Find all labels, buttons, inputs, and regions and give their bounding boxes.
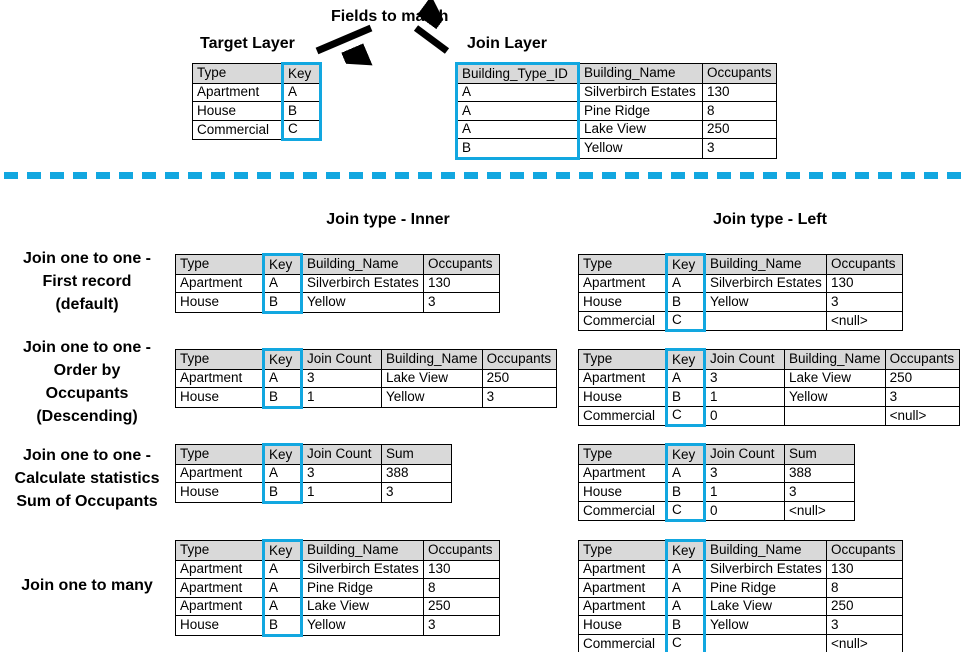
table-cell: Apartment [579, 274, 667, 293]
table-cell: 1 [302, 483, 382, 503]
table-cell: Yellow [302, 616, 424, 636]
table-cell: Apartment [193, 83, 283, 102]
table-cell: B [667, 483, 705, 502]
table-row [579, 388, 960, 407]
table-cell: A [667, 464, 705, 483]
table-cell: Yellow [705, 293, 827, 312]
header-row [193, 64, 321, 84]
table-cell: House [176, 293, 264, 313]
join-type-left-header: Join type - Left [713, 211, 827, 228]
table-cell: Yellow [579, 139, 703, 159]
table-cell: House [579, 388, 667, 407]
table-cell: 250 [703, 120, 777, 139]
column-header-cell: Building_Name [579, 64, 703, 84]
table [175, 348, 557, 409]
table-cell: 3 [827, 616, 903, 635]
arrow-down-left-icon [317, 28, 371, 51]
table-row [579, 501, 855, 521]
table-row [579, 464, 855, 483]
table-cell: 3 [827, 293, 903, 312]
table-cell: 8 [424, 579, 500, 598]
table-cell: 3 [424, 616, 500, 636]
table-cell: Commercial [579, 634, 667, 652]
table-cell: C [667, 501, 705, 521]
table-cell: Pine Ridge [705, 579, 827, 598]
column-header-cell: Type [176, 445, 264, 465]
column-header-cell: Building_Name [705, 255, 827, 275]
table-cell: Lake View [705, 597, 827, 616]
inner-join-table-one-to-many [175, 539, 500, 637]
label-line: Sum of Occupants [16, 493, 158, 510]
table-row [579, 369, 960, 388]
table-cell: B [667, 616, 705, 635]
header-row [176, 350, 557, 370]
table-cell: A [667, 274, 705, 293]
join-layer-label: Join Layer [467, 35, 548, 52]
label-line: Join one to one - [23, 339, 151, 356]
table-cell: 3 [302, 464, 382, 483]
table-cell: Apartment [579, 369, 667, 388]
table-cell: <null> [885, 406, 959, 426]
table-cell: 3 [885, 388, 959, 407]
table-cell: 0 [705, 406, 785, 426]
column-header-cell: Occupants [827, 255, 903, 275]
table-row [457, 139, 777, 159]
table [578, 253, 903, 332]
table-cell: 250 [482, 369, 556, 388]
section-divider [4, 172, 962, 179]
column-header-cell: Join Count [705, 350, 785, 370]
table-cell: B [283, 102, 321, 121]
table-cell: B [457, 139, 579, 159]
table-cell: Apartment [579, 464, 667, 483]
table [175, 539, 500, 637]
table [175, 443, 452, 504]
table-cell: Pine Ridge [579, 102, 703, 121]
table-cell: House [176, 616, 264, 636]
column-header-cell: Occupants [482, 350, 556, 370]
table-cell: 130 [424, 560, 500, 579]
table-row [176, 616, 500, 636]
table-cell: A [667, 579, 705, 598]
table-row [176, 579, 500, 598]
table-cell: B [667, 388, 705, 407]
table [175, 253, 500, 314]
column-header-cell: Key [264, 445, 302, 465]
column-header-cell: Key [667, 541, 705, 561]
header-row [176, 255, 500, 275]
table-cell: House [579, 293, 667, 312]
inner-join-table-order-by [175, 348, 557, 409]
table-cell: Commercial [579, 406, 667, 426]
column-header-cell: Occupants [885, 350, 959, 370]
table-cell: Commercial [579, 501, 667, 521]
table [192, 62, 322, 141]
label-line: Occupants [45, 385, 129, 402]
table-cell: 1 [705, 388, 785, 407]
column-header-cell: Occupants [424, 541, 500, 561]
table-cell: Commercial [193, 120, 283, 140]
column-header-cell: Building_Name [302, 255, 424, 275]
table-row [193, 120, 321, 140]
table-row [193, 102, 321, 121]
table-cell: Commercial [579, 311, 667, 331]
column-header-cell: Building_Name [705, 541, 827, 561]
table-row [579, 634, 903, 652]
column-header-cell: Join Count [302, 445, 382, 465]
table-cell: A [667, 597, 705, 616]
table-cell: Lake View [579, 120, 703, 139]
table-cell: C [667, 634, 705, 652]
table-cell: A [264, 560, 302, 579]
table-row [579, 560, 903, 579]
table-cell: A [283, 83, 321, 102]
table-cell: <null> [785, 501, 855, 521]
table-cell: House [579, 616, 667, 635]
inner-join-table-statistics [175, 443, 452, 504]
table-cell: 0 [705, 501, 785, 521]
table-cell [705, 311, 827, 331]
table [578, 443, 855, 522]
table-cell: 130 [424, 274, 500, 293]
inner-join-table-first-record [175, 253, 500, 314]
column-header-cell: Join Count [302, 350, 382, 370]
table-cell: Apartment [579, 579, 667, 598]
table-cell: A [457, 102, 579, 121]
column-header-cell: Building_Name [382, 350, 483, 370]
left-join-table-first-record [578, 253, 903, 332]
table-cell: Apartment [579, 597, 667, 616]
label-line: Join one to many [21, 577, 153, 594]
column-header-cell: Occupants [703, 64, 777, 84]
table-row [579, 579, 903, 598]
label-line: Join one to one - [23, 447, 151, 464]
table-row [176, 483, 452, 503]
table-cell: 3 [382, 483, 452, 503]
table-cell: C [667, 406, 705, 426]
table-row [457, 120, 777, 139]
header-row [579, 541, 903, 561]
table-cell: 3 [705, 369, 785, 388]
table-row [176, 293, 500, 313]
column-header-cell: Key [264, 255, 302, 275]
table-cell: B [667, 293, 705, 312]
column-header-cell: Type [579, 255, 667, 275]
column-header-cell: Type [579, 350, 667, 370]
table-cell: Lake View [302, 597, 424, 616]
table-cell: A [264, 597, 302, 616]
table-cell [705, 634, 827, 652]
table-cell: B [264, 616, 302, 636]
table-cell: A [264, 579, 302, 598]
label-line: Order by [53, 362, 121, 379]
table-cell: A [264, 464, 302, 483]
table-cell: Apartment [176, 274, 264, 293]
table-cell: C [283, 120, 321, 140]
table-cell: A [264, 369, 302, 388]
column-header-cell: Sum [785, 445, 855, 465]
table-cell: Lake View [382, 369, 483, 388]
table-row [579, 597, 903, 616]
table-cell: 388 [785, 464, 855, 483]
table-cell: A [667, 560, 705, 579]
table-cell: Apartment [579, 560, 667, 579]
table-cell: 250 [424, 597, 500, 616]
table-row [579, 483, 855, 502]
column-header-cell: Occupants [827, 541, 903, 561]
table-row [579, 406, 960, 426]
left-join-table-one-to-many [578, 539, 903, 652]
column-header-cell: Building_Type_ID [457, 64, 579, 84]
table-cell: 3 [705, 464, 785, 483]
table-cell: 3 [785, 483, 855, 502]
column-header-cell: Type [579, 445, 667, 465]
table-cell: 388 [382, 464, 452, 483]
table-row [579, 616, 903, 635]
table-cell: 250 [827, 597, 903, 616]
table-cell: House [176, 388, 264, 408]
group-label-one-to-one-order-by [2, 336, 172, 428]
table-row [579, 311, 903, 331]
table-cell: House [579, 483, 667, 502]
table-row [176, 560, 500, 579]
header-row [579, 255, 903, 275]
header-row [176, 541, 500, 561]
table-cell: B [264, 483, 302, 503]
column-header-cell: Sum [382, 445, 452, 465]
column-header-cell: Type [193, 64, 283, 84]
label-line: Calculate statistics [14, 470, 160, 487]
table-cell: 8 [827, 579, 903, 598]
table-row [176, 274, 500, 293]
column-header-cell: Key [283, 64, 321, 84]
table-cell [785, 406, 886, 426]
fields-to-match-label: Fields to match [331, 8, 449, 25]
table-cell: 3 [302, 369, 382, 388]
header-row [457, 64, 777, 84]
left-join-table-statistics [578, 443, 855, 522]
table-row [176, 464, 452, 483]
target-layer-table [192, 62, 322, 141]
table-cell: B [264, 293, 302, 313]
table-cell: Yellow [785, 388, 886, 407]
table-row [457, 83, 777, 102]
table-cell: Silverbirch Estates [705, 560, 827, 579]
table-row [579, 293, 903, 312]
column-header-cell: Type [176, 541, 264, 561]
header-row [579, 445, 855, 465]
table-cell: Apartment [176, 597, 264, 616]
table-cell: 3 [424, 293, 500, 313]
table-cell: House [193, 102, 283, 121]
column-header-cell: Type [176, 255, 264, 275]
column-header-cell: Key [264, 350, 302, 370]
column-header-cell: Key [667, 350, 705, 370]
table-row [176, 597, 500, 616]
table-cell: 3 [482, 388, 556, 408]
label-line: First record [42, 273, 132, 290]
column-header-cell: Key [264, 541, 302, 561]
table-cell: 130 [827, 274, 903, 293]
table-cell: A [457, 83, 579, 102]
column-header-cell: Key [667, 255, 705, 275]
label-line: Join one to one - [23, 250, 151, 267]
table-cell: Yellow [382, 388, 483, 408]
table-cell: Apartment [176, 579, 264, 598]
table-row [176, 369, 557, 388]
table-cell: 8 [703, 102, 777, 121]
join-type-inner-header: Join type - Inner [326, 211, 450, 228]
column-header-cell: Type [579, 541, 667, 561]
table [578, 348, 960, 427]
table-row [176, 388, 557, 408]
column-header-cell: Join Count [705, 445, 785, 465]
table-row [457, 102, 777, 121]
group-label-one-to-one-statistics [2, 444, 172, 513]
table-cell: A [264, 274, 302, 293]
group-label-one-to-many [2, 574, 172, 597]
table-cell: Apartment [176, 464, 264, 483]
column-header-cell: Occupants [424, 255, 500, 275]
column-header-cell: Key [667, 445, 705, 465]
table-cell: Apartment [176, 560, 264, 579]
table-cell: Lake View [785, 369, 886, 388]
table-cell: Apartment [176, 369, 264, 388]
table-cell: 1 [705, 483, 785, 502]
table-cell: Silverbirch Estates [302, 274, 424, 293]
table-cell: 130 [827, 560, 903, 579]
arrow-down-right-icon [416, 28, 447, 51]
join-layer-table [455, 62, 777, 160]
table-cell: 130 [703, 83, 777, 102]
table-cell: 250 [885, 369, 959, 388]
column-header-cell: Building_Name [302, 541, 424, 561]
table-cell: <null> [827, 311, 903, 331]
label-line: (default) [55, 296, 119, 313]
table [455, 62, 777, 160]
table-cell: 1 [302, 388, 382, 408]
column-header-cell: Building_Name [785, 350, 886, 370]
table-cell: Silverbirch Estates [302, 560, 424, 579]
label-line: (Descending) [36, 408, 138, 425]
left-join-table-order-by [578, 348, 960, 427]
table-row [579, 274, 903, 293]
table-cell: Yellow [705, 616, 827, 635]
group-label-one-to-one-first-record [2, 247, 172, 316]
table-cell: Pine Ridge [302, 579, 424, 598]
table-cell: <null> [827, 634, 903, 652]
table-cell: Silverbirch Estates [705, 274, 827, 293]
table-row [193, 83, 321, 102]
table-cell: B [264, 388, 302, 408]
target-layer-label: Target Layer [200, 35, 295, 52]
table-cell: Silverbirch Estates [579, 83, 703, 102]
table-cell: 3 [703, 139, 777, 159]
column-header-cell: Type [176, 350, 264, 370]
table [578, 539, 903, 652]
header-row [176, 445, 452, 465]
table-cell: A [457, 120, 579, 139]
table-cell: Yellow [302, 293, 424, 313]
table-cell: C [667, 311, 705, 331]
header-row [579, 350, 960, 370]
table-cell: House [176, 483, 264, 503]
table-cell: A [667, 369, 705, 388]
